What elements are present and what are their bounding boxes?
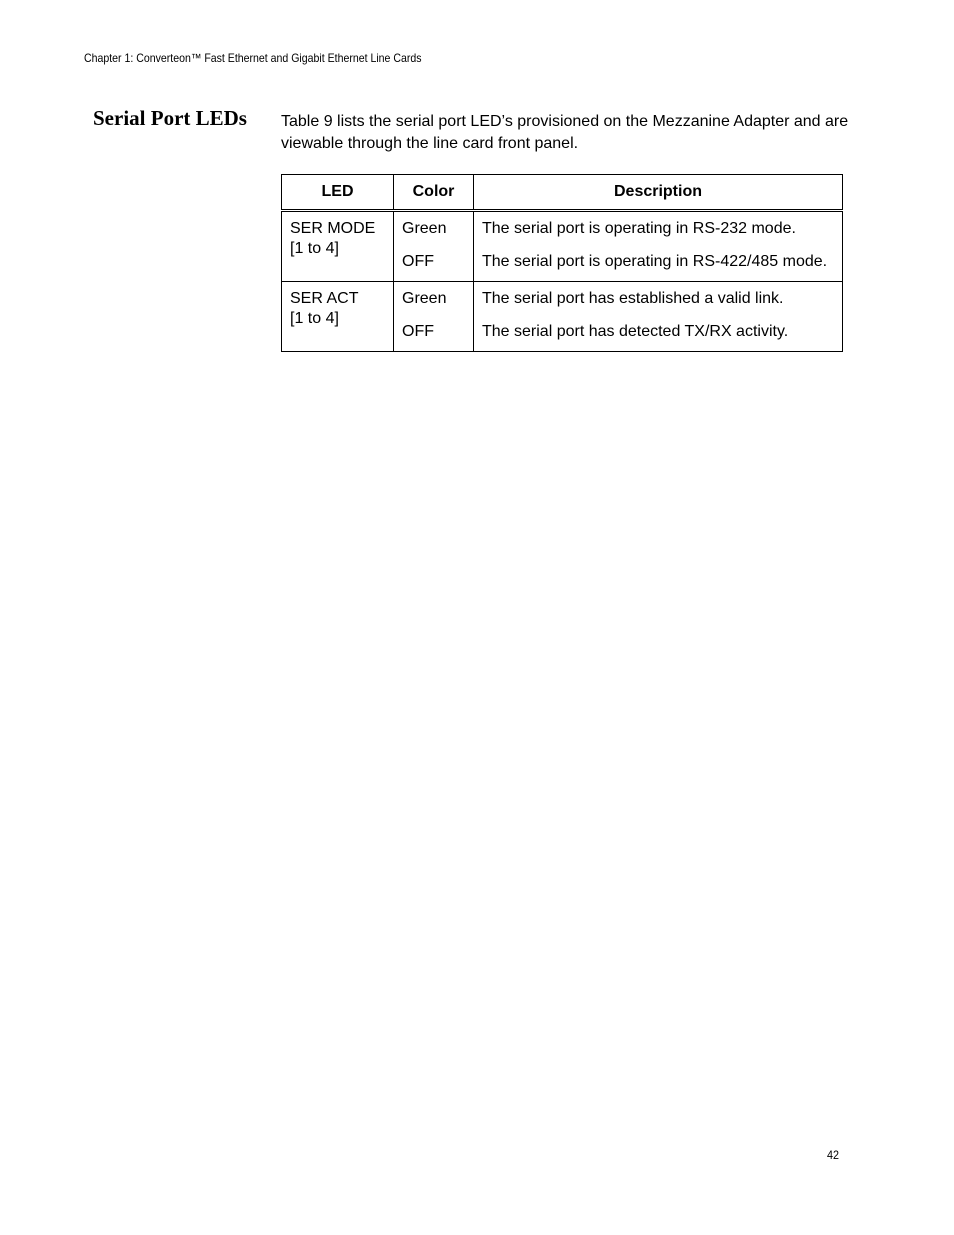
led-color: Green — [402, 290, 447, 307]
led-color: Green — [402, 220, 447, 237]
color-cell — [394, 282, 474, 352]
led-color: OFF — [402, 323, 434, 340]
led-description: The serial port is operating in RS-232 mode. — [482, 220, 796, 237]
table-row — [282, 211, 843, 282]
led-range: [1 to 4] — [290, 240, 339, 257]
description-cell — [474, 211, 843, 282]
section-heading: Serial Port LEDs — [93, 106, 247, 130]
running-header: Chapter 1: Converteon™ Fast Ethernet and Gigabit Ethernet Line Cards — [84, 51, 422, 65]
led-description: The serial port has detected TX/RX activity. — [482, 323, 789, 340]
page-number: 42 — [827, 1148, 840, 1162]
table-row — [282, 282, 843, 352]
led-name: SER MODE — [290, 220, 376, 237]
column-header-color: Color — [394, 175, 474, 211]
table-header-row — [282, 175, 843, 211]
serial-port-led-table — [281, 174, 843, 352]
led-description: The serial port is operating in RS-422/485 mode. — [482, 253, 828, 270]
description-cell — [474, 282, 843, 352]
column-header-description: Description — [474, 175, 843, 211]
led-description: The serial port has established a valid link. — [482, 290, 784, 307]
led-range: [1 to 4] — [290, 310, 339, 327]
led-color: OFF — [402, 253, 434, 270]
led-cell — [282, 282, 394, 352]
led-name: SER ACT — [290, 290, 359, 307]
column-header-led: LED — [282, 175, 394, 211]
led-cell — [282, 211, 394, 282]
intro-paragraph: Table 9 lists the serial port LED’s provisioned on the Mezzanine Adapter and are viewable through the line card front panel. — [281, 113, 849, 152]
color-cell — [394, 211, 474, 282]
